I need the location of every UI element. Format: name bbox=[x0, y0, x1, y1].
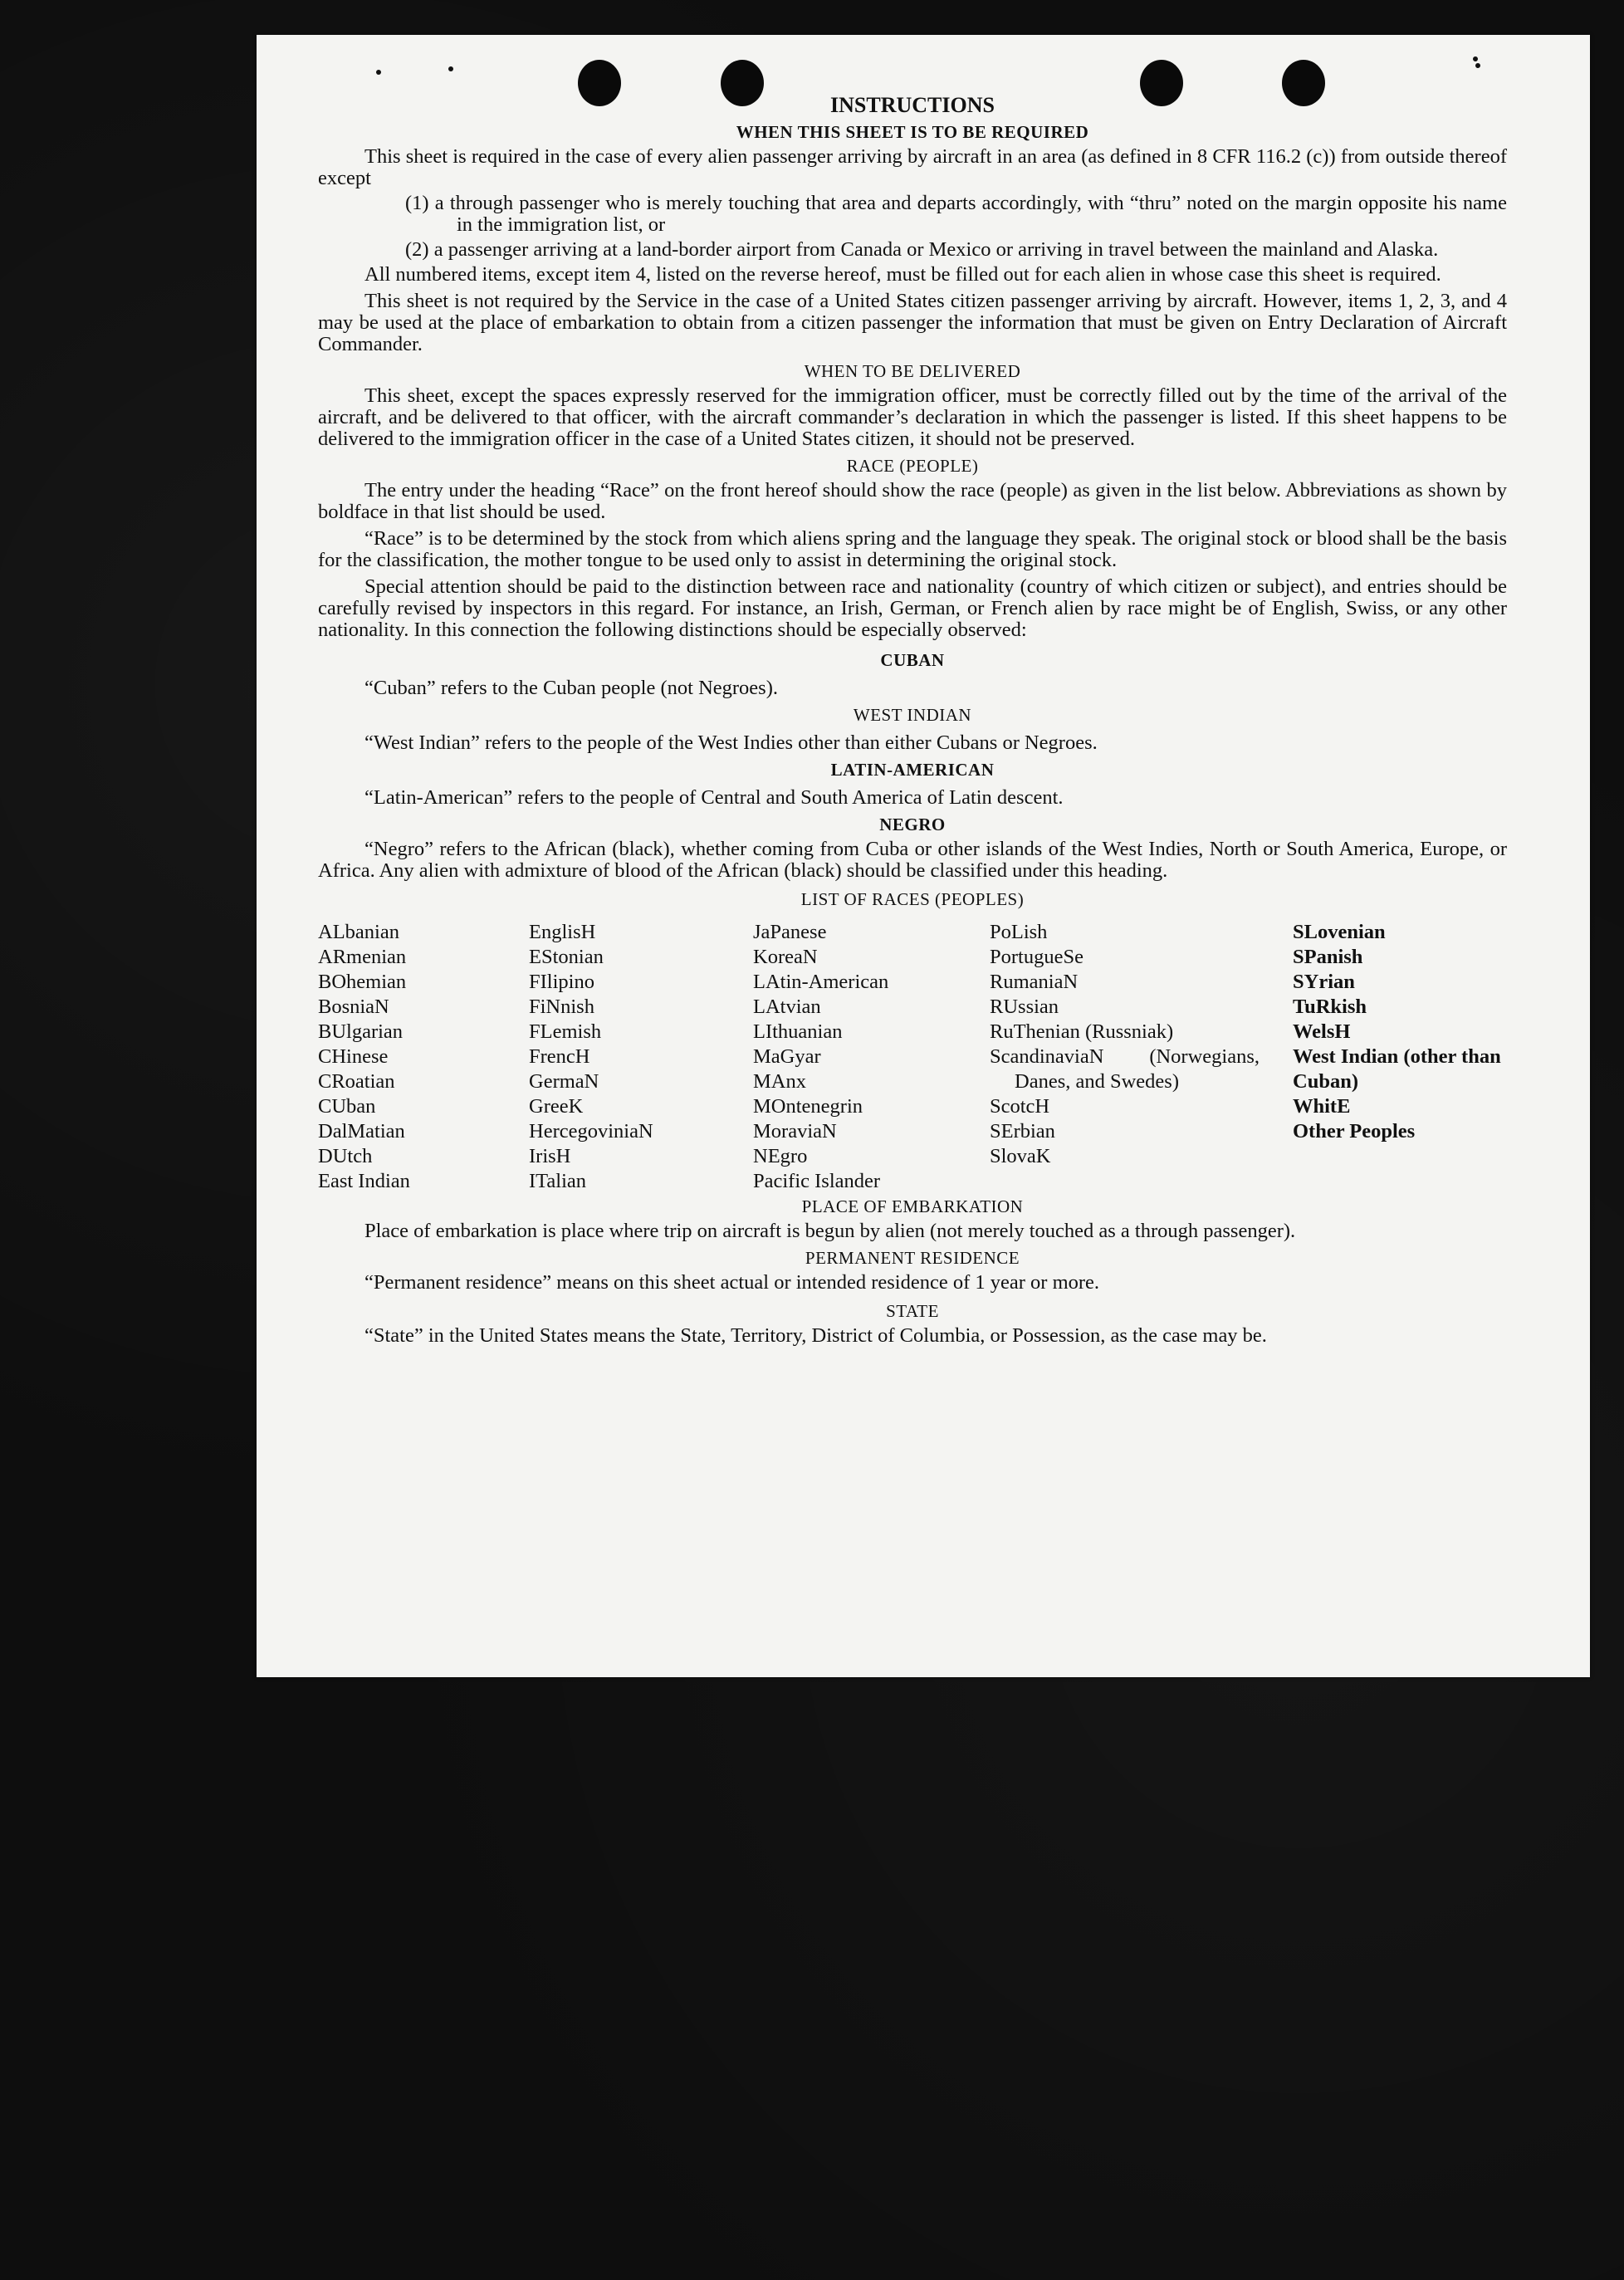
race-entry: TuRkish bbox=[1293, 996, 1367, 1018]
race-entry: WhitE bbox=[1293, 1095, 1351, 1118]
race-entry: HercegoviniaN bbox=[529, 1120, 653, 1142]
race-entry: IrisH bbox=[529, 1145, 571, 1167]
paragraph: The entry under the heading “Race” on the front hereof should show the race (people) as given in the list below. Abbreviations as shown by boldface in that list should be used. bbox=[318, 479, 1507, 523]
paper-speck bbox=[448, 66, 453, 71]
race-entry: FLemish bbox=[529, 1020, 602, 1043]
paragraph: “Race” is to be determined by the stock from which aliens spring and the language they speak. The original stock or blood shall be the basis for the classification, the mother tongue to be used only to assist in determining the original stock. bbox=[318, 527, 1507, 571]
instruction-sheet bbox=[257, 35, 1590, 1677]
race-entry: MOntenegrin bbox=[753, 1095, 863, 1118]
race-entry: FIlipino bbox=[529, 971, 594, 993]
race-entry: SErbian bbox=[990, 1120, 1055, 1142]
race-entry: MoraviaN bbox=[753, 1120, 837, 1142]
race-entry: Pacific Islander bbox=[753, 1170, 881, 1192]
races-column bbox=[529, 920, 753, 1194]
race-entry: LAtvian bbox=[753, 996, 821, 1018]
race-entry: KoreaN bbox=[753, 946, 818, 968]
race-entry: RumaniaN bbox=[990, 971, 1079, 993]
section-heading: LATIN-AMERICAN bbox=[830, 760, 995, 780]
race-entry: RUssian bbox=[990, 996, 1059, 1018]
paragraph: “Cuban” refers to the Cuban people (not Negroes). bbox=[364, 677, 778, 699]
paragraph: “Latin-American” refers to the people of Central and South America of Latin descent. bbox=[364, 786, 1064, 809]
race-entry: ITalian bbox=[529, 1170, 587, 1192]
section-heading: WEST INDIAN bbox=[853, 705, 972, 725]
race-entry: ALbanian bbox=[318, 921, 399, 943]
paragraph: This sheet is not required by the Service in the case of a United States citizen passenger arriving by aircraft. However, items 1, 2, 3, and 4 may be used at the place of embarkation to obtain from a citizen passenger the information that must be given on Entry Declaration of Aircraft Commander. bbox=[318, 290, 1507, 355]
race-entry: SlovaK bbox=[990, 1145, 1051, 1167]
race-entry: JaPanese bbox=[753, 921, 827, 943]
race-entry: ScotcH bbox=[990, 1095, 1050, 1118]
race-entry: ScandinaviaN (Norwegians, Danes, and Swedes) bbox=[990, 1045, 1260, 1093]
race-entry: LIthuanian bbox=[753, 1020, 843, 1043]
paragraph: “Permanent residence” means on this sheet actual or intended residence of 1 year or more. bbox=[364, 1271, 1100, 1294]
race-entry: MAnx bbox=[753, 1070, 806, 1093]
paragraph: All numbered items, except item 4, listed on the reverse hereof, must be filled out for each alien in whose case this sheet is required. bbox=[364, 263, 1441, 286]
section-heading: STATE bbox=[886, 1301, 939, 1321]
race-entry: BosniaN bbox=[318, 996, 389, 1018]
instructions-body bbox=[318, 95, 1507, 1347]
race-entry: EStonian bbox=[529, 946, 604, 968]
paragraph: “State” in the United States means the State, Territory, District of Columbia, or Possession, as the case may be. bbox=[364, 1324, 1267, 1347]
race-entry: SYrian bbox=[1293, 971, 1355, 993]
paper-speck bbox=[1475, 63, 1480, 68]
race-entry: FrencH bbox=[529, 1045, 590, 1068]
race-entry: NEgro bbox=[753, 1145, 808, 1167]
race-entry: West Indian (other than Cuban) bbox=[1293, 1045, 1501, 1093]
race-entry: Other Peoples bbox=[1293, 1120, 1416, 1142]
paragraph: This sheet, except the spaces expressly reserved for the immigration officer, must be correctly filled out by the time of the arrival of the aircraft, and be delivered to that officer, with the aircraft commander’s declaration in which the passenger is listed. If this sheet happens to be delivered to the immigration officer in the case of a United States citizen, it should not be preserved. bbox=[318, 384, 1507, 450]
paper-speck bbox=[1473, 56, 1478, 61]
paragraph: “Negro” refers to the African (black), whether coming from Cuba or other islands of the West Indies, North or South America, Europe, or Africa. Any alien with admixture of blood of the African (black) should be classified under this heading. bbox=[318, 838, 1507, 882]
races-column bbox=[1293, 920, 1507, 1194]
paragraph: “West Indian” refers to the people of the West Indies other than either Cubans or Negroes. bbox=[364, 731, 1098, 754]
paper-speck bbox=[376, 70, 381, 75]
section-heading: CUBAN bbox=[880, 650, 945, 670]
section-heading: NEGRO bbox=[879, 815, 946, 834]
races-column bbox=[990, 920, 1293, 1194]
section-heading: WHEN THIS SHEET IS TO BE REQUIRED bbox=[736, 122, 1089, 142]
race-entry: SLovenian bbox=[1293, 921, 1386, 943]
races-list bbox=[318, 920, 1507, 1194]
race-entry: MaGyar bbox=[753, 1045, 821, 1068]
section-heading: LIST OF RACES (PEOPLES) bbox=[800, 889, 1025, 909]
section-heading: WHEN TO BE DELIVERED bbox=[804, 361, 1021, 381]
race-entry: WelsH bbox=[1293, 1020, 1351, 1043]
race-entry: CRoatian bbox=[318, 1070, 395, 1093]
paragraph: Place of embarkation is place where trip on aircraft is begun by alien (not merely touched as a through passenger). bbox=[364, 1220, 1296, 1242]
race-entry: GermaN bbox=[529, 1070, 599, 1093]
section-heading: PERMANENT RESIDENCE bbox=[805, 1248, 1020, 1268]
section-heading: RACE (PEOPLE) bbox=[846, 456, 979, 476]
race-entry: DUtch bbox=[318, 1145, 373, 1167]
race-entry: East Indian bbox=[318, 1170, 410, 1192]
race-entry: BOhemian bbox=[318, 971, 407, 993]
races-column bbox=[318, 920, 529, 1194]
race-entry: DalMatian bbox=[318, 1120, 405, 1142]
race-entry: ARmenian bbox=[318, 946, 407, 968]
races-column bbox=[753, 920, 990, 1194]
race-entry: EnglisH bbox=[529, 921, 596, 943]
list-item: (1) a through passenger who is merely touching that area and departs accordingly, with “thru” noted on the margin opposite his name in the immigration list, or bbox=[405, 192, 1507, 236]
race-entry: FiNnish bbox=[529, 996, 594, 1018]
list-item: (2) a passenger arriving at a land-border airport from Canada or Mexico or arriving in travel between the mainland and Alaska. bbox=[405, 238, 1439, 261]
race-entry: LAtin-American bbox=[753, 971, 889, 993]
race-entry: CUban bbox=[318, 1095, 376, 1118]
paragraph: This sheet is required in the case of every alien passenger arriving by aircraft in an area (as defined in 8 CFR 116.2 (c)) from outside thereof except bbox=[318, 145, 1507, 189]
page-title: INSTRUCTIONS bbox=[830, 93, 995, 117]
race-entry: PoLish bbox=[990, 921, 1048, 943]
race-entry: PortugueSe bbox=[990, 946, 1083, 968]
race-entry: CHinese bbox=[318, 1045, 389, 1068]
section-heading: PLACE OF EMBARKATION bbox=[801, 1196, 1024, 1216]
paragraph: Special attention should be paid to the distinction between race and nationality (country of which citizen or subject), and entries should be carefully revised by inspectors in this regard. For instance, an Irish, German, or French alien by race might be of English, Swiss, or any other nationality. In this connection the following distinctions should be especially observed: bbox=[318, 575, 1507, 641]
race-entry: BUlgarian bbox=[318, 1020, 404, 1043]
race-entry: GreeK bbox=[529, 1095, 584, 1118]
race-entry: RuThenian (Russniak) bbox=[990, 1020, 1174, 1043]
race-entry: SPanish bbox=[1293, 946, 1363, 968]
